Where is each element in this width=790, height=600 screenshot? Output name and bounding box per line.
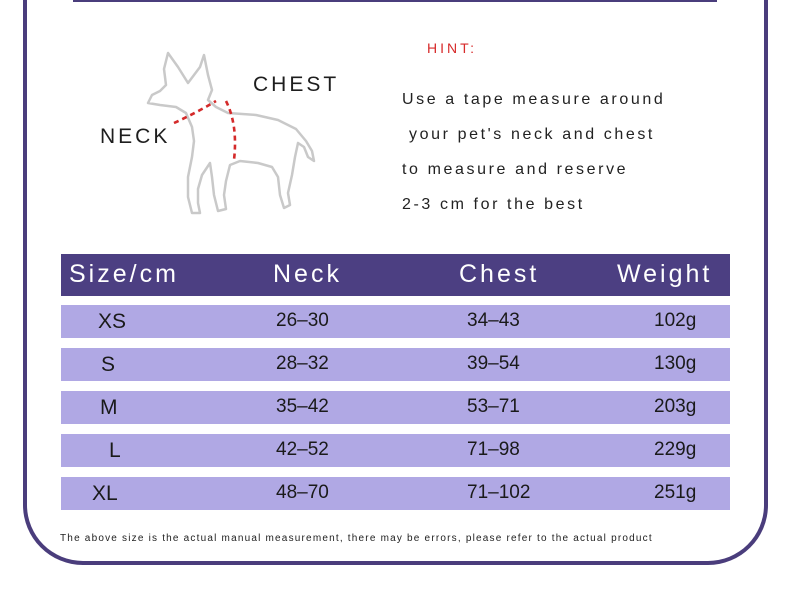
neck-label: NECK xyxy=(100,125,171,148)
cell-size: L xyxy=(109,439,121,462)
frame-border-bottom xyxy=(82,561,708,565)
header-chest: Chest xyxy=(459,260,540,288)
table-row xyxy=(61,434,730,467)
cell-chest: 71–98 xyxy=(467,439,520,460)
size-table-header xyxy=(61,254,730,296)
cell-size: XL xyxy=(92,482,118,505)
table-row xyxy=(61,305,730,338)
cell-neck: 28–32 xyxy=(276,353,329,374)
cell-weight: 251g xyxy=(654,482,697,503)
cell-neck: 48–70 xyxy=(276,482,329,503)
table-row xyxy=(61,348,730,381)
header-size: Size/cm xyxy=(69,260,179,288)
hint-title: HINT: xyxy=(427,40,477,56)
cell-size: XS xyxy=(98,310,127,333)
hint-line: Use a tape measure around xyxy=(402,91,666,108)
cell-size: M xyxy=(100,396,118,419)
cell-weight: 229g xyxy=(654,439,697,460)
cell-chest: 53–71 xyxy=(467,396,520,417)
footer-note: The above size is the actual manual measurement, there may be errors, please refer to the actual product xyxy=(60,533,653,544)
cell-neck: 42–52 xyxy=(276,439,329,460)
hint-line: your pet's neck and chest xyxy=(402,126,655,143)
cell-chest: 34–43 xyxy=(467,310,520,331)
table-row xyxy=(61,391,730,424)
top-divider xyxy=(73,0,717,2)
header-weight: Weight xyxy=(617,260,713,288)
cell-size: S xyxy=(101,353,116,376)
cell-weight: 130g xyxy=(654,353,697,374)
cell-chest: 39–54 xyxy=(467,353,520,374)
hint-line: 2-3 cm for the best xyxy=(402,196,585,213)
chest-label: CHEST xyxy=(253,73,340,96)
cell-neck: 26–30 xyxy=(276,310,329,331)
hint-line: to measure and reserve xyxy=(402,161,629,178)
cell-weight: 203g xyxy=(654,396,697,417)
cell-weight: 102g xyxy=(654,310,697,331)
cell-chest: 71–102 xyxy=(467,482,531,503)
cell-neck: 35–42 xyxy=(276,396,329,417)
header-neck: Neck xyxy=(273,260,342,288)
table-row xyxy=(61,477,730,510)
